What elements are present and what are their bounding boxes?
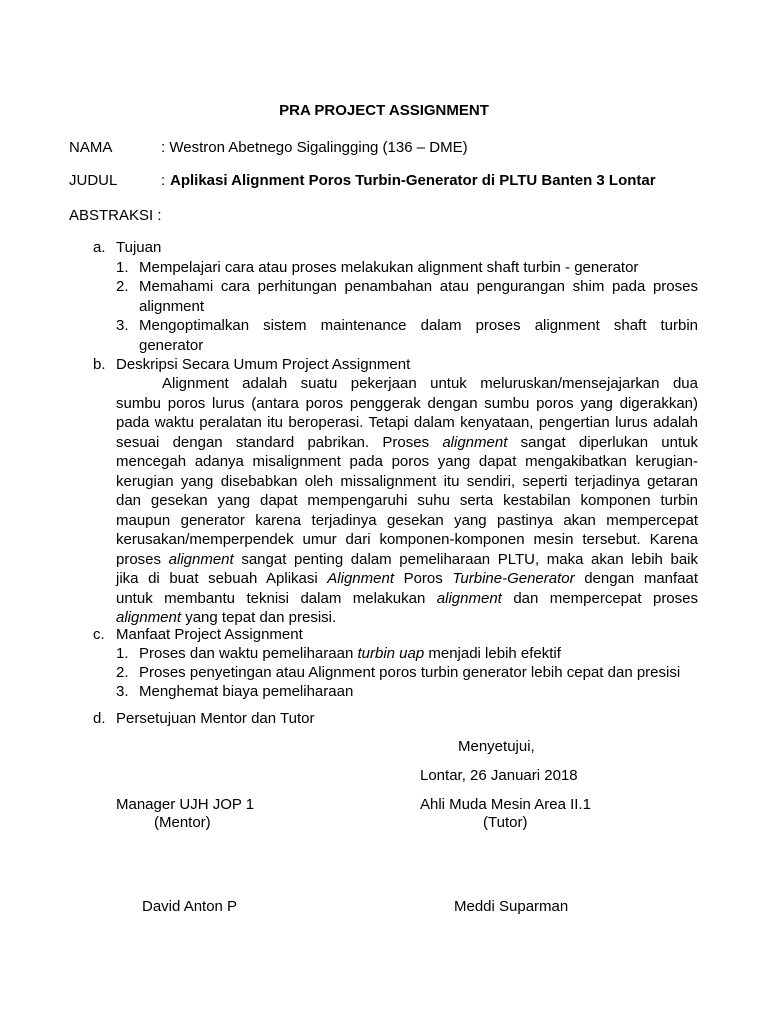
tujuan-item-3-text: [139, 316, 698, 355]
tujuan-item-2-line-1: Memahami cara perhitungan penambahan atau pengurangan shim pada proses: [139, 278, 698, 295]
manfaat-item-1-text: [139, 644, 561, 663]
judul-label: JUDUL: [69, 172, 118, 189]
italic-run: Turbine-Generator: [452, 570, 575, 587]
italic-run: alignment: [116, 609, 182, 626]
text-run: jika di buat sebuah Aplikasi: [116, 570, 318, 587]
tutor-role: Ahli Muda Mesin Area II.1: [420, 796, 591, 813]
text-run: Poros: [403, 570, 443, 587]
section-b-heading: Deskripsi Secara Umum Project Assignment: [116, 356, 411, 373]
abstraksi-label: ABSTRAKSI :: [69, 207, 162, 224]
deskripsi-paragraph: [116, 374, 698, 628]
menyetujui-label: Menyetujui,: [458, 738, 535, 755]
italic-run: alignment: [436, 589, 502, 607]
section-d-marker: d.: [93, 710, 106, 727]
paragraph-line: kerugian yang disebabkan oleh missalignment itu sendiri, seperti terjadinya getaran: [116, 472, 698, 490]
tujuan-item-3-line-1: Mengoptimalkan sistem maintenance dalam proses alignment shaft turbin: [139, 317, 698, 334]
paragraph-line: maupun generator karena terjadinya gesekan yang pastinya akan mempercepat: [116, 511, 698, 529]
paragraph-line: mencegah adanya misalignment pada poros yang dapat mengakibatkan kerugian-: [116, 453, 698, 470]
mentor-role-label: (Mentor): [154, 814, 211, 831]
tujuan-item-2-line-2: alignment: [139, 297, 205, 315]
paragraph-line: [116, 569, 698, 589]
paragraph-line: kerusakan/memperpendek umur dari komponen-komponen mesin tersebut. Karena: [116, 531, 698, 548]
italic-run: alignment: [168, 550, 234, 568]
paragraph-line: Alignment adalah suatu pekerjaan untuk meluruskan/mensejajarkan dua: [162, 375, 698, 392]
paragraph-line: [116, 550, 698, 570]
tujuan-item-1-text: Mempelajari cara atau proses melakukan alignment shaft turbin - generator: [139, 259, 639, 276]
tujuan-item-2-num: 2.: [116, 278, 129, 295]
tujuan-item-3-line-2: generator: [139, 336, 204, 354]
text-run: dengan manfaat: [584, 570, 699, 587]
tujuan-item-3-num: 3.: [116, 317, 129, 334]
judul-value: Aplikasi Alignment Poros Turbin-Generator di PLTU Banten 3 Lontar: [170, 172, 656, 189]
italic-run: Alignment: [327, 570, 394, 587]
manfaat-item-1-num: 1.: [116, 645, 129, 662]
text-run: untuk membantu teknisi dalam melakukan: [116, 589, 426, 607]
text-run: Proses dan waktu pemeliharaan: [139, 645, 354, 662]
manfaat-item-3-text: Menghemat biaya pemeliharaan: [139, 683, 354, 700]
section-a-marker: a.: [93, 239, 106, 256]
text-run: sangat penting dalam pemeliharaan PLTU, maka akan lebih baik: [241, 550, 699, 568]
nama-label: NAMA: [69, 139, 113, 156]
manfaat-item-2-text: Proses penyetingan atau Alignment poros turbin generator lebih cepat dan presisi: [139, 664, 681, 681]
paragraph-line: [116, 433, 698, 453]
paragraph-line: pada waktu peralatan itu beroperasi. Tetapi dalam kenyataan, pengertian lurus adalah: [116, 414, 698, 431]
mentor-name: David Anton P: [142, 898, 238, 915]
section-c-heading: Manfaat Project Assignment: [116, 626, 303, 643]
manfaat-item-2-num: 2.: [116, 664, 129, 681]
tutor-role-label: (Tutor): [483, 814, 528, 831]
tutor-name: Meddi Suparman: [454, 898, 569, 915]
mentor-role: Manager UJH JOP 1: [116, 796, 255, 813]
manfaat-item-3-num: 3.: [116, 683, 129, 700]
section-d-heading: Persetujuan Mentor dan Tutor: [116, 710, 315, 727]
tujuan-item-1-num: 1.: [116, 259, 129, 276]
italic-run: turbin uap: [357, 645, 425, 662]
paragraph-line: dan gesekan yang dapat mempengaruhi suhu serta kestabilan komponen turbin: [116, 492, 698, 509]
nama-value: : Westron Abetnego Sigalingging (136 – DME): [161, 139, 468, 156]
text-run: sesuai dengan standard pabrikan. Proses: [116, 433, 430, 451]
judul-colon: :: [161, 172, 166, 189]
section-c-marker: c.: [93, 626, 105, 643]
paragraph-line: sumbu poros lurus (antara poros penggerak dengan sumbu poros yang digerakkan): [116, 394, 698, 412]
text-run: proses: [116, 550, 162, 568]
page-title: PRA PROJECT ASSIGNMENT: [279, 102, 489, 119]
place-date: Lontar, 26 Januari 2018: [420, 767, 578, 784]
section-b-marker: b.: [93, 356, 106, 373]
text-run: sangat diperlukan untuk: [520, 433, 699, 451]
section-a-heading: Tujuan: [116, 239, 162, 256]
paragraph-line: [116, 589, 698, 609]
text-run: menjadi lebih efektif: [428, 645, 561, 662]
italic-run: alignment: [442, 433, 508, 451]
text-run: dan mempercepat proses: [513, 589, 698, 607]
tujuan-item-2-text: [139, 277, 698, 316]
text-run: yang tepat dan presisi.: [185, 609, 337, 626]
